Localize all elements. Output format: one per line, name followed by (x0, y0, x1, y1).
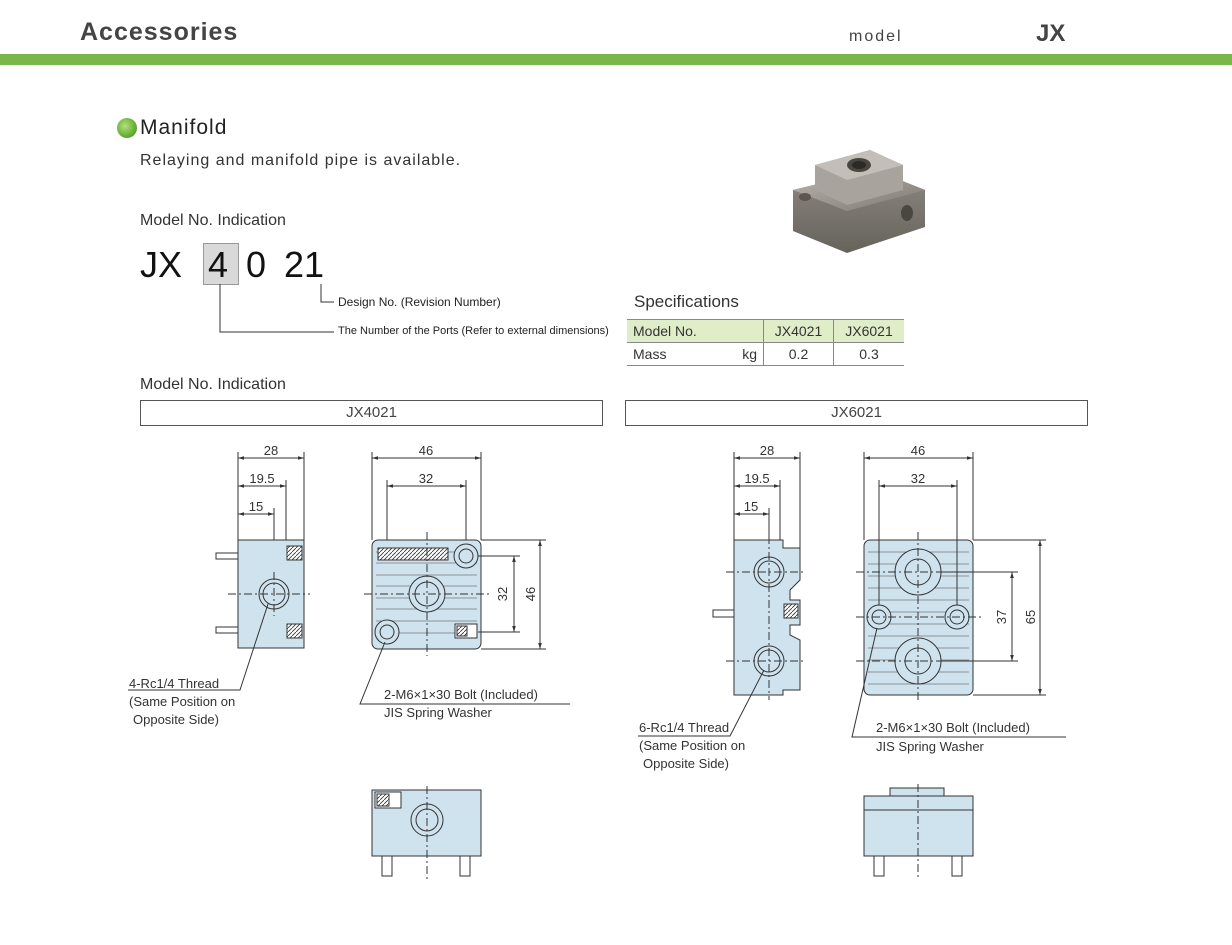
right-bolt-note-1: 2-M6×1×30 Bolt (Included) (876, 720, 1030, 735)
manifold-product-image (775, 135, 935, 255)
left-bolt-note-2: JIS Spring Washer (384, 705, 492, 720)
right-thread-note-1: 6-Rc1/4 Thread (639, 720, 730, 735)
section-title: Manifold (140, 116, 228, 139)
left-thread-note-1: 4-Rc1/4 Thread (129, 676, 220, 691)
left-side-small-label: 15 (248, 499, 264, 514)
design-note: Design No. (Revision Number) (338, 295, 501, 309)
page-title: Accessories (80, 18, 239, 46)
right-side-small-label: 15 (743, 499, 759, 514)
spec-header-col1: JX4021 (764, 320, 834, 343)
code-design: 21 (284, 244, 325, 285)
code-prefix: JX (140, 244, 183, 285)
right-front-height-label: 65 (1023, 609, 1038, 625)
code-ports: 4 (208, 244, 229, 285)
specifications-title: Specifications (634, 292, 739, 311)
specifications-table (627, 319, 904, 366)
left-bolt-note-1: 2-M6×1×30 Bolt (Included) (384, 687, 538, 702)
right-side-mid-label: 19.5 (744, 471, 770, 486)
left-side-mid-label: 19.5 (249, 471, 275, 486)
right-model-box: JX6021 (625, 400, 1088, 426)
spec-mass-v1: 0.2 (764, 343, 834, 366)
left-front-height-label: 46 (523, 586, 538, 602)
right-bolt-note-2: JIS Spring Washer (876, 739, 984, 754)
spec-mass-row (627, 343, 904, 366)
right-front-inner-h-label: 37 (994, 609, 1009, 625)
right-thread-note-3: Opposite Side) (643, 756, 729, 771)
right-front-inner-label: 32 (910, 471, 926, 486)
section-subtitle: Relaying and manifold pipe is available. (140, 152, 462, 169)
spec-header-label: Model No. (627, 320, 764, 343)
model-indication-heading: Model No. Indication (140, 212, 286, 229)
left-thread-note-2: (Same Position on (129, 694, 236, 709)
left-front-inner-h-label: 32 (495, 586, 510, 602)
spec-mass-unit: kg (723, 343, 764, 366)
left-front-inner-label: 32 (418, 471, 434, 486)
model-series: JX (1036, 20, 1066, 47)
left-thread-note-3: Opposite Side) (133, 712, 219, 727)
code-zero: 0 (246, 244, 267, 285)
left-model-box: JX4021 (140, 400, 603, 426)
spec-mass-v2: 0.3 (834, 343, 905, 366)
right-side-width-label: 28 (759, 443, 775, 458)
dimensions-heading: Model No. Indication (140, 376, 286, 393)
left-front-width-label: 46 (418, 443, 434, 458)
right-thread-note-2: (Same Position on (639, 738, 746, 753)
left-side-width-label: 28 (263, 443, 279, 458)
code-leader-lines (0, 0, 640, 345)
ports-note: The Number of the Ports (Refer to external dimensions) (338, 325, 609, 337)
spec-header-col2: JX6021 (834, 320, 905, 343)
right-front-width-label: 46 (910, 443, 926, 458)
model-label: model (849, 28, 903, 45)
dimension-drawings (0, 430, 1232, 900)
spec-header-row (627, 320, 904, 343)
spec-mass-label: Mass (627, 343, 723, 366)
